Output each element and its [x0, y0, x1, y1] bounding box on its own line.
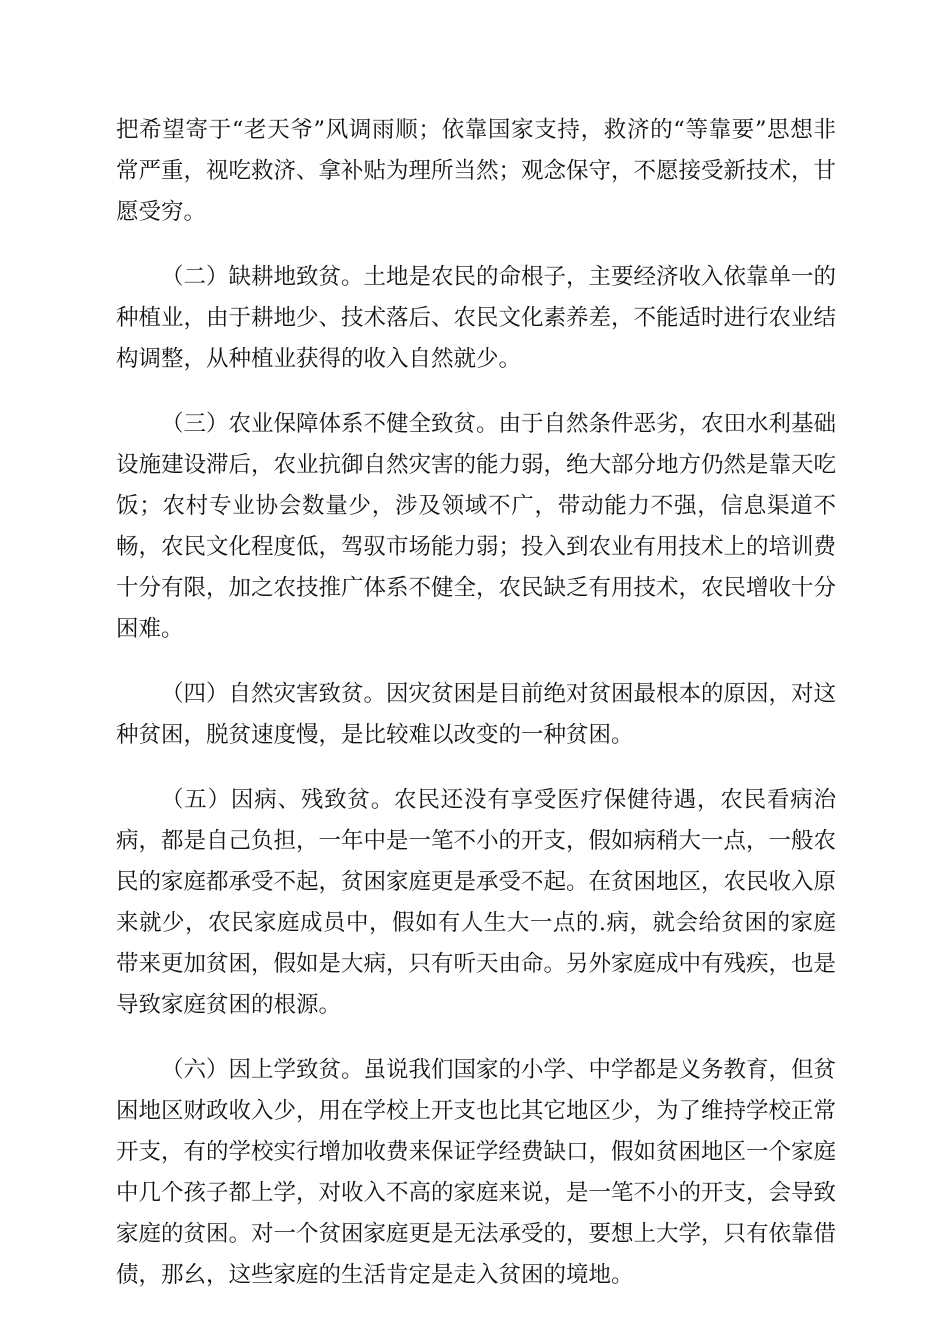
- paragraph-section-3: （三）农业保障体系不健全致贫。由于自然条件恶劣，农田水利基础设施建设滞后，农业抗御自然灾害的能力弱，绝大部分地方仍然是靠天吃饭；农村专业协会数量少，涉及领域不广，带动能力不强，信息渠道不畅，农民文化程度低，驾驭市场能力弱；投入到农业有用技术上的培训费十分有限，加之农技推广体系不健全，农民缺乏有用技术，农民增收十分困难。: [116, 411, 837, 642]
- paragraph-section-5: （五）因病、残致贫。农民还没有享受医疗保健待遇，农民看病治病，都是自己负担，一年中是一笔不小的开支，假如病稍大一点，一般农民的家庭都承受不起，贫困家庭更是承受不起。在贫困地区，农民收入原来就少，农民家庭成员中，假如有人生大一点的.病，就会给贫困的家庭带来更加贫困，假如是大病，只有听天由命。另外家庭成中有残疾，也是导致家庭贫困的根源。: [116, 787, 837, 1018]
- paragraph-continuation: 把希望寄于“老天爷”风调雨顺；依靠国家支持，救济的“等靠要”思想非常严重，视吃救济、拿补贴为理所当然；观念保守，不愿接受新技术，甘愿受穷。: [116, 117, 837, 225]
- paragraph-section-4: （四）自然灾害致贫。因灾贫困是目前绝对贫困最根本的原因，对这种贫困，脱贫速度慢，是比较难以改变的一种贫困。: [116, 681, 837, 748]
- document-body: [116, 110, 836, 1296]
- paragraph-section-6: （六）因上学致贫。虽说我们国家的小学、中学都是义务教育，但贫困地区财政收入少，用在学校上开支也比其它地区少，为了维持学校正常开支，有的学校实行增加收费来保证学经费缺口，假如贫困地区一个家庭中几个孩子都上学，对收入不高的家庭来说，是一笔不小的开支，会导致家庭的贫困。对一个贫困家庭更是无法承受的，要想上大学，只有依靠借债，那幺，这些家庭的生活肯定是走入贫困的境地。: [116, 1057, 837, 1288]
- paragraph-section-2: （二）缺耕地致贫。土地是农民的命根子，主要经济收入依靠单一的种植业，由于耕地少、技术落后、农民文化素养差，不能适时进行农业结构调整，从种植业获得的收入自然就少。: [116, 264, 837, 372]
